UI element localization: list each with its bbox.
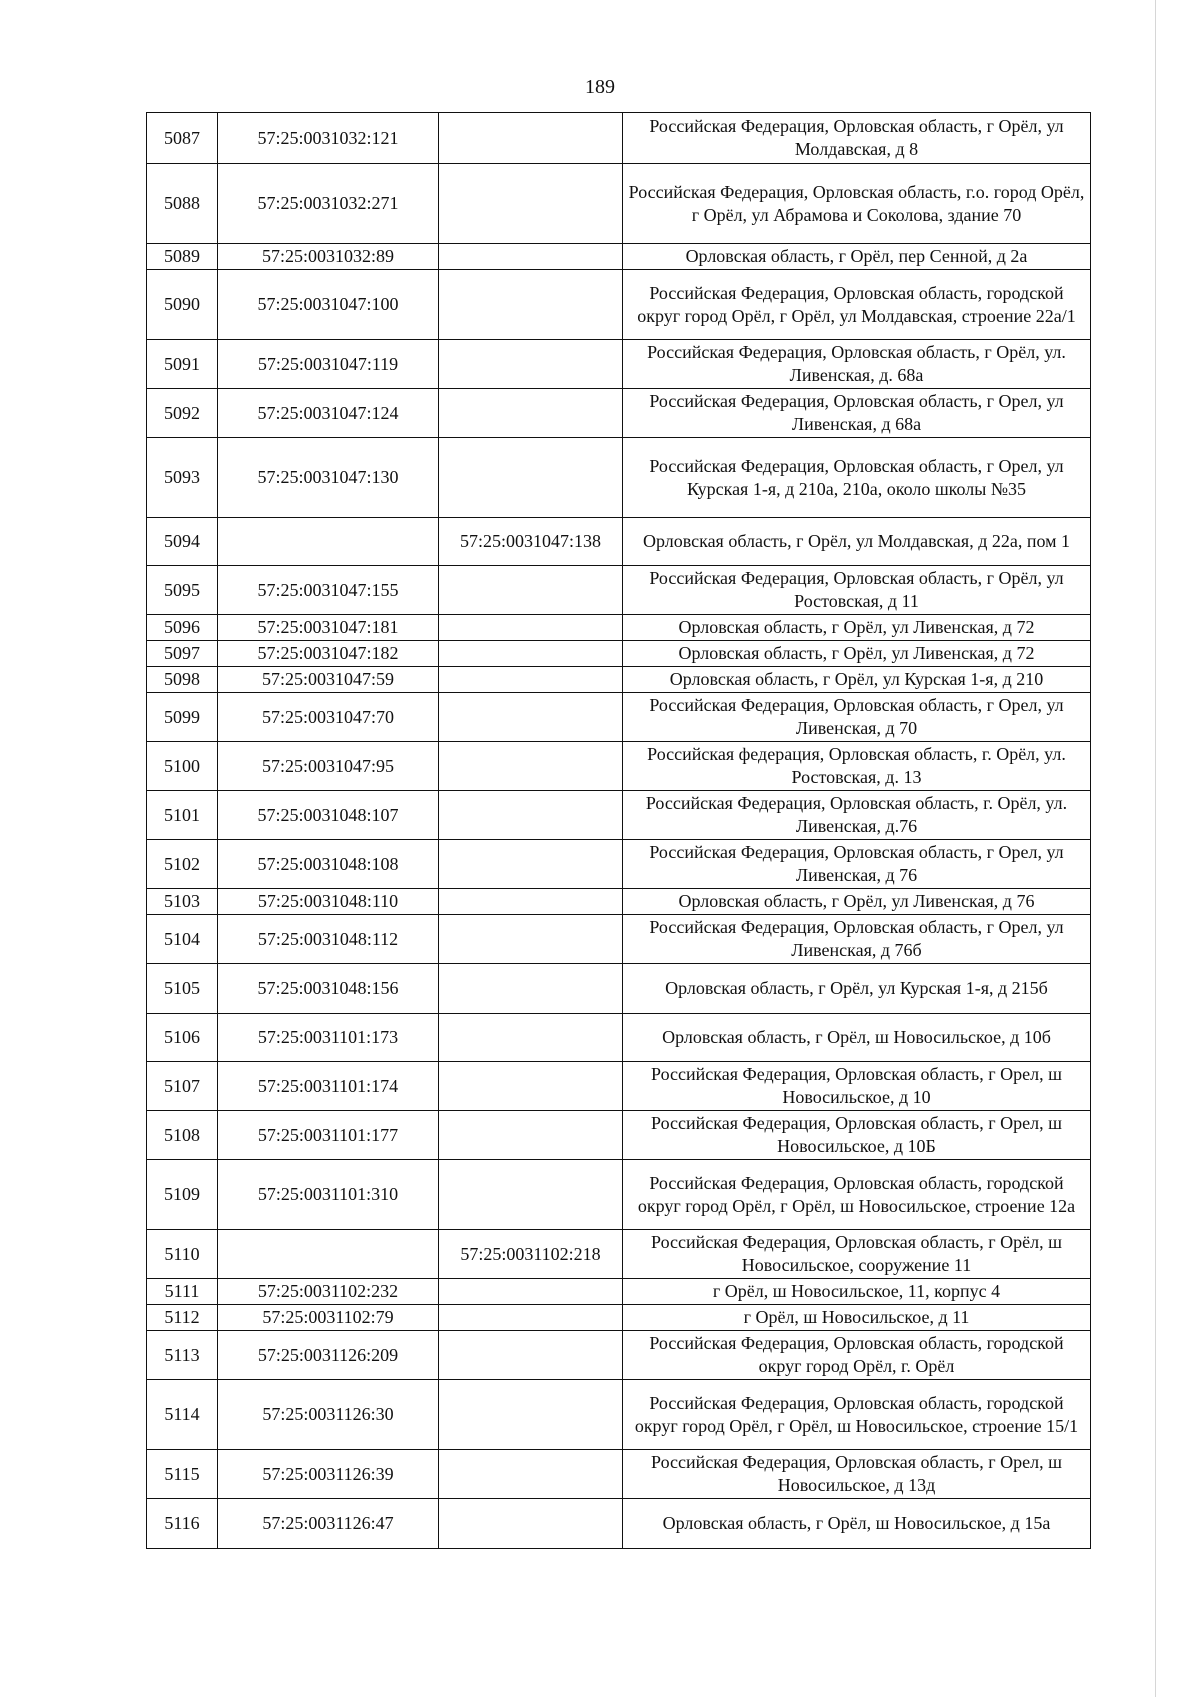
- address-cell: Российская Федерация, Орловская область, г Орел, ул Ливенская, д 68а: [623, 389, 1091, 438]
- row-number-cell: 5096: [147, 615, 218, 641]
- address-cell: Российская Федерация, Орловская область, г Орел, ш Новосильское, д 10Б: [623, 1111, 1091, 1160]
- related-cadastral-number-cell: [439, 1062, 623, 1111]
- row-number-cell: 5095: [147, 566, 218, 615]
- table-row: [147, 1331, 1091, 1380]
- cadastral-number-cell: 57:25:0031047:130: [218, 438, 439, 518]
- address-cell: Российская Федерация, Орловская область, г Орёл, ул Молдавская, д 8: [623, 113, 1091, 164]
- cadastral-number-cell: 57:25:0031101:310: [218, 1160, 439, 1230]
- row-number-cell: 5089: [147, 244, 218, 270]
- page-edge-line: [1155, 0, 1156, 1697]
- row-number-cell: 5111: [147, 1279, 218, 1305]
- related-cadastral-number-cell: [439, 1331, 623, 1380]
- address-cell: Российская Федерация, Орловская область, городской округ город Орёл, г Орёл, ул Молдавская, строение 22а/1: [623, 270, 1091, 340]
- related-cadastral-number-cell: [439, 1014, 623, 1062]
- table-row: [147, 1160, 1091, 1230]
- related-cadastral-number-cell: [439, 742, 623, 791]
- related-cadastral-number-cell: [439, 566, 623, 615]
- table-row: [147, 438, 1091, 518]
- address-cell: Орловская область, г Орёл, ш Новосильское, д 10б: [623, 1014, 1091, 1062]
- table-row: [147, 693, 1091, 742]
- page-number: 189: [585, 76, 615, 98]
- cadastral-number-cell: 57:25:0031047:95: [218, 742, 439, 791]
- address-cell: Орловская область, г Орёл, ул Ливенская, д 72: [623, 641, 1091, 667]
- registry-body: [147, 113, 1091, 1549]
- cadastral-number-cell: 57:25:0031048:156: [218, 964, 439, 1014]
- related-cadastral-number-cell: 57:25:0031047:138: [439, 518, 623, 566]
- table-row: [147, 791, 1091, 840]
- cadastral-number-cell: 57:25:0031102:232: [218, 1279, 439, 1305]
- cadastral-number-cell: 57:25:0031102:79: [218, 1305, 439, 1331]
- row-number-cell: 5102: [147, 840, 218, 889]
- cadastral-number-cell: 57:25:0031101:173: [218, 1014, 439, 1062]
- row-number-cell: 5092: [147, 389, 218, 438]
- cadastral-number-cell: 57:25:0031047:100: [218, 270, 439, 340]
- row-number-cell: 5090: [147, 270, 218, 340]
- table-row: [147, 915, 1091, 964]
- table-row: [147, 1380, 1091, 1450]
- related-cadastral-number-cell: [439, 1499, 623, 1549]
- related-cadastral-number-cell: [439, 693, 623, 742]
- table-row: [147, 1014, 1091, 1062]
- table-row: [147, 164, 1091, 244]
- table-row: [147, 1230, 1091, 1279]
- related-cadastral-number-cell: [439, 389, 623, 438]
- address-cell: Орловская область, г Орёл, пер Сенной, д 2а: [623, 244, 1091, 270]
- address-cell: Российская Федерация, Орловская область, г.о. город Орёл, г Орёл, ул Абрамова и Соколова, здание 70: [623, 164, 1091, 244]
- address-cell: Российская Федерация, Орловская область, городской округ город Орёл, г Орёл, ш Новосильское, строение 12а: [623, 1160, 1091, 1230]
- row-number-cell: 5099: [147, 693, 218, 742]
- cadastral-number-cell: 57:25:0031047:155: [218, 566, 439, 615]
- cadastral-number-cell: 57:25:0031126:47: [218, 1499, 439, 1549]
- cadastral-number-cell: [218, 1230, 439, 1279]
- row-number-cell: 5112: [147, 1305, 218, 1331]
- table-row: [147, 964, 1091, 1014]
- table-row: [147, 340, 1091, 389]
- row-number-cell: 5106: [147, 1014, 218, 1062]
- address-cell: Орловская область, г Орёл, ул Курская 1-я, д 215б: [623, 964, 1091, 1014]
- address-cell: Орловская область, г Орёл, ш Новосильское, д 15а: [623, 1499, 1091, 1549]
- row-number-cell: 5103: [147, 889, 218, 915]
- address-cell: Российская Федерация, Орловская область, г Орел, ул Ливенская, д 76б: [623, 915, 1091, 964]
- cadastral-number-cell: 57:25:0031126:209: [218, 1331, 439, 1380]
- cadastral-number-cell: 57:25:0031126:39: [218, 1450, 439, 1499]
- address-cell: Российская Федерация, Орловская область, г Орел, ул Ливенская, д 70: [623, 693, 1091, 742]
- cadastral-number-cell: 57:25:0031048:112: [218, 915, 439, 964]
- row-number-cell: 5097: [147, 641, 218, 667]
- related-cadastral-number-cell: [439, 964, 623, 1014]
- cadastral-number-cell: 57:25:0031101:174: [218, 1062, 439, 1111]
- table-row: [147, 889, 1091, 915]
- table-row: [147, 667, 1091, 693]
- related-cadastral-number-cell: [439, 113, 623, 164]
- cadastral-number-cell: 57:25:0031047:70: [218, 693, 439, 742]
- address-cell: Российская Федерация, Орловская область, г Орел, ш Новосильское, д 13д: [623, 1450, 1091, 1499]
- address-cell: Российская Федерация, Орловская область, г. Орёл, ул. Ливенская, д.76: [623, 791, 1091, 840]
- row-number-cell: 5113: [147, 1331, 218, 1380]
- table-row: [147, 641, 1091, 667]
- row-number-cell: 5108: [147, 1111, 218, 1160]
- row-number-cell: 5087: [147, 113, 218, 164]
- row-number-cell: 5098: [147, 667, 218, 693]
- address-cell: Орловская область, г Орёл, ул Ливенская, д 76: [623, 889, 1091, 915]
- cadastral-number-cell: 57:25:0031048:107: [218, 791, 439, 840]
- address-cell: Российская Федерация, Орловская область, г Орёл, ул. Ливенская, д. 68а: [623, 340, 1091, 389]
- related-cadastral-number-cell: [439, 164, 623, 244]
- related-cadastral-number-cell: [439, 1380, 623, 1450]
- address-cell: Орловская область, г Орёл, ул Ливенская, д 72: [623, 615, 1091, 641]
- table-row: [147, 1111, 1091, 1160]
- table-row: [147, 566, 1091, 615]
- table-row: [147, 1305, 1091, 1331]
- related-cadastral-number-cell: [439, 1111, 623, 1160]
- cadastral-number-cell: 57:25:0031126:30: [218, 1380, 439, 1450]
- cadastral-number-cell: 57:25:0031048:108: [218, 840, 439, 889]
- row-number-cell: 5088: [147, 164, 218, 244]
- cadastral-number-cell: 57:25:0031047:182: [218, 641, 439, 667]
- address-cell: Российская Федерация, Орловская область, г Орёл, ул Ростовская, д 11: [623, 566, 1091, 615]
- related-cadastral-number-cell: [439, 1160, 623, 1230]
- row-number-cell: 5109: [147, 1160, 218, 1230]
- address-cell: Орловская область, г Орёл, ул Молдавская, д 22а, пом 1: [623, 518, 1091, 566]
- row-number-cell: 5093: [147, 438, 218, 518]
- related-cadastral-number-cell: [439, 270, 623, 340]
- related-cadastral-number-cell: [439, 840, 623, 889]
- address-cell: Российская Федерация, Орловская область, городской округ город Орёл, г. Орёл: [623, 1331, 1091, 1380]
- row-number-cell: 5110: [147, 1230, 218, 1279]
- address-cell: г Орёл, ш Новосильское, 11, корпус 4: [623, 1279, 1091, 1305]
- table-row: [147, 1279, 1091, 1305]
- row-number-cell: 5094: [147, 518, 218, 566]
- table-row: [147, 113, 1091, 164]
- row-number-cell: 5100: [147, 742, 218, 791]
- address-cell: Российская Федерация, Орловская область, г Орел, ул Ливенская, д 76: [623, 840, 1091, 889]
- cadastral-number-cell: 57:25:0031032:271: [218, 164, 439, 244]
- row-number-cell: 5114: [147, 1380, 218, 1450]
- address-cell: Российская Федерация, Орловская область, г Орел, ул Курская 1-я, д 210а, 210а, около школы №35: [623, 438, 1091, 518]
- related-cadastral-number-cell: [439, 915, 623, 964]
- cadastral-number-cell: 57:25:0031047:59: [218, 667, 439, 693]
- row-number-cell: 5116: [147, 1499, 218, 1549]
- row-number-cell: 5091: [147, 340, 218, 389]
- row-number-cell: 5101: [147, 791, 218, 840]
- cadastral-number-cell: 57:25:0031032:121: [218, 113, 439, 164]
- related-cadastral-number-cell: [439, 1279, 623, 1305]
- related-cadastral-number-cell: [439, 791, 623, 840]
- related-cadastral-number-cell: [439, 1450, 623, 1499]
- cadastral-number-cell: 57:25:0031048:110: [218, 889, 439, 915]
- row-number-cell: 5105: [147, 964, 218, 1014]
- address-cell: Российская Федерация, Орловская область, г Орел, ш Новосильское, д 10: [623, 1062, 1091, 1111]
- table-row: [147, 615, 1091, 641]
- address-cell: Российская Федерация, Орловская область, г Орёл, ш Новосильское, сооружение 11: [623, 1230, 1091, 1279]
- related-cadastral-number-cell: [439, 1305, 623, 1331]
- related-cadastral-number-cell: [439, 641, 623, 667]
- cadastral-number-cell: 57:25:0031047:124: [218, 389, 439, 438]
- table-row: [147, 742, 1091, 791]
- registry-table: [146, 112, 1091, 1549]
- address-cell: Российская федерация, Орловская область, г. Орёл, ул. Ростовская, д. 13: [623, 742, 1091, 791]
- related-cadastral-number-cell: [439, 438, 623, 518]
- related-cadastral-number-cell: [439, 244, 623, 270]
- cadastral-number-cell: 57:25:0031032:89: [218, 244, 439, 270]
- table-row: [147, 1450, 1091, 1499]
- related-cadastral-number-cell: [439, 889, 623, 915]
- related-cadastral-number-cell: [439, 340, 623, 389]
- cadastral-number-cell: 57:25:0031047:181: [218, 615, 439, 641]
- related-cadastral-number-cell: 57:25:0031102:218: [439, 1230, 623, 1279]
- cadastral-number-cell: 57:25:0031101:177: [218, 1111, 439, 1160]
- address-cell: г Орёл, ш Новосильское, д 11: [623, 1305, 1091, 1331]
- cadastral-number-cell: [218, 518, 439, 566]
- table-row: [147, 244, 1091, 270]
- row-number-cell: 5115: [147, 1450, 218, 1499]
- table-row: [147, 840, 1091, 889]
- table-row: [147, 518, 1091, 566]
- related-cadastral-number-cell: [439, 667, 623, 693]
- row-number-cell: 5107: [147, 1062, 218, 1111]
- address-cell: Российская Федерация, Орловская область, городской округ город Орёл, г Орёл, ш Новосильское, строение 15/1: [623, 1380, 1091, 1450]
- table-row: [147, 389, 1091, 438]
- table-row: [147, 1499, 1091, 1549]
- cadastral-number-cell: 57:25:0031047:119: [218, 340, 439, 389]
- table-row: [147, 270, 1091, 340]
- address-cell: Орловская область, г Орёл, ул Курская 1-я, д 210: [623, 667, 1091, 693]
- row-number-cell: 5104: [147, 915, 218, 964]
- table-row: [147, 1062, 1091, 1111]
- related-cadastral-number-cell: [439, 615, 623, 641]
